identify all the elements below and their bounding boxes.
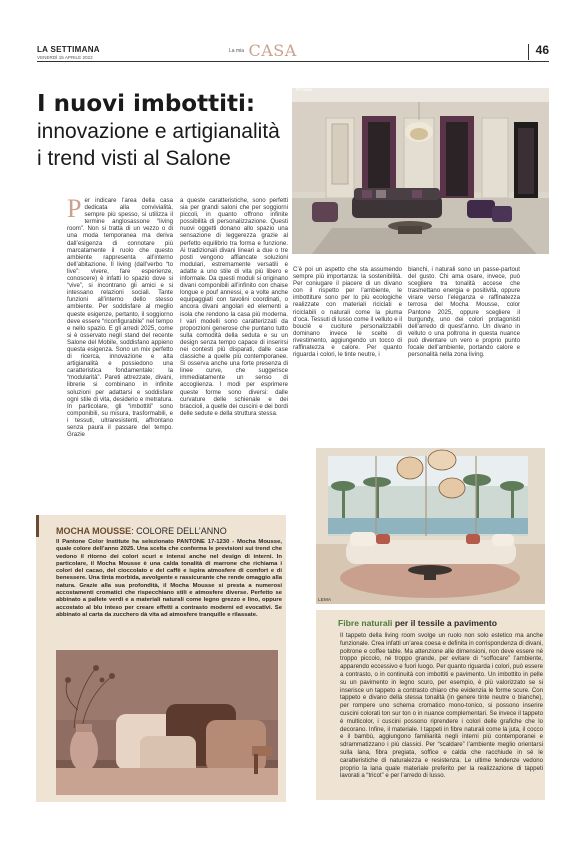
header-divider	[528, 44, 529, 60]
box-accent-bar	[36, 515, 39, 537]
article-column-2	[180, 197, 288, 417]
publication-name: LA SETTIMANA	[37, 45, 100, 54]
article-title	[37, 91, 292, 172]
header-rule	[37, 61, 549, 62]
article-column-1	[67, 194, 173, 439]
section-logo	[229, 41, 297, 59]
article-column-3	[293, 266, 402, 358]
living-room-photo-classic	[292, 88, 549, 254]
column-1-text: er indicare l’area della casa dedicata alla convivialità, sempre più spesso, si utilizza il termine anglosassone “living room”. Non si tratta di un vezzo o di una moda temporanea ma deriva dall’esigenza di connotare più marcatamente il ruolo che questo ambiente rappresenta all’interno dell’abitazione. Il living (dall’verbo “to live”: vivere, fare esperienze, conoscere) è infatti lo spazio dove si “vive”, si incontrano gli amici e si intessano relazioni sociali. Tante funzioni all’interno dello stesso ambiente. Per soddisfare al meglio queste esigenze, pertanto, il soggiorno deve essere “riconfigurabile” nel tempo e nello spazio. E gli arredi 2025, come si è osservato negli stand del recente Salone del Mobile, soddisfano appieno questa esigenza. Sono un mix perfetto di ricerca, innovazione e alta artigianalità e possiedono una caratteristica fondamentale: la “modularità”. Pareti attrezzate, divani, librerie si combinano in infinite soluzioni per adattarsi e soddisfare ogni stile di vita, desiderio e metratura. In particolare, gli “imbottiti” sono componibili, su misura, trasformabili, e i tessuti, ultraresistenti, affrontano senza paura il passare del tempo. Grazie	[67, 197, 173, 439]
page-header	[37, 42, 549, 62]
publication-date: VENERDÌ 15 APRILE 2022	[37, 55, 93, 60]
fibre-heading-rest: per il tessile a pavimento	[392, 618, 498, 628]
article-column-4	[408, 266, 520, 358]
title-main: I nuovi imbottiti:	[37, 91, 256, 117]
living-room-photo-modern	[316, 448, 545, 604]
mocha-heading-rest: : COLORE DELL’ANNO	[131, 526, 227, 536]
photo2-credit: LEMA	[318, 598, 332, 603]
title-line-2: innovazione e artigianalità	[37, 120, 280, 143]
mocha-cushions-illustration	[56, 650, 278, 795]
fibre-heading-bold: Fibre naturali	[338, 618, 393, 628]
fibre-box-heading	[338, 618, 497, 628]
title-line-3: i trend visti al Salone	[37, 147, 231, 170]
photo1-credit: Provasi	[296, 88, 312, 93]
section-prefix: La mia	[229, 48, 245, 54]
mocha-box-body: Il Pantone Color Institute ha selezionato PANTONE 17-1230 - Mocha Mousse, quale colore dell’anno 2025. Una scelta che conferma le previsioni sui trend che vedono il ritorno dei colori scuri e intensi anche nel design di interni. In particolare, il Mocha Mousse è una calda tonalità di marrone che richiama i colori del cacao, del cioccolato e del caffè e ispira atmosfere di comfort e di benessere. Una tinta morbida, avvolgente e rassicurante che rende omaggio alla natura. Grazie alla sua profondità, il Mocha Mousse si presta a numerosi accostamenti cromatici che rispecchiano stili e atmosfere diverse. Perfetto se abbinato a pallete verdi e a materiali naturali come legno grezzo e lino, oppure accostato al blu inteso per creare effetti a contrasto moderni ed evocativi. Se abbinato al carta da zucchero dà vita ad atmosfere tranquille e rilassate.	[56, 539, 282, 618]
column-2-text: a queste caratteristiche, sono perfetti sia per grandi saloni che per soggiorni piccoli, in quanto offrono infinite possibilità di personalizzazione. Questi nuovi oggetti donano allo spazio una sensazione di leggerezza grazie al perfetto equilibrio tra forma e funzione. Ai tradizionali divani lineari a due o tre posti vengono affiancate soluzioni modulari, estremamente versatili e adatte a uno stile di vita più libero e informale. Da questi moduli si originano divani componibili all’infinito con chaise longue e pouf annessi, e a volte anche equipaggiati con tavolini coordinati, o ancora divani angolari ed elementi a isola che rendono la casa più moderna. I vari modelli sono caratterizzati da proporzioni generose che puntano tutto sulla comodità della seduta e su un design senza tempo capace di inserirsi nei contesti più disparati, dalle case classiche a quelle più contemporanee. Si osserva anche una forte presenza di linee curve, che suggerisce immediatamente un senso di accoglienza. I modi per esprimere queste forme sono diversi: dalle curvature delle schienale e dei braccioli, a quelle dei cuscini e dei bordi delle sedute e della struttura stessa.	[180, 197, 288, 417]
mocha-photo	[56, 650, 278, 795]
column-3-text: C’è poi un aspetto che sta assumendo sempre più importanza: la sostenibilità. Per coniugare il piacere di un divano con il rispetto per l’ambiente, le imbottiture sono per lo più ecologiche realizzate con materiali riciclati e riciclabili o naturali come la piuma d’oca. Tessuti di lusso come il velluto e il bouclé e cuciture personalizzabili dominano invece le scelte di rivestimento, aggiungendo un tocco di raffinatezza e calore. Per quanto riguarda i colori, le tinte neutre, i	[293, 266, 402, 359]
section-name: CASA	[248, 41, 297, 60]
fibre-box-body: Il tappeto della living room svolge un ruolo non solo estetico ma anche funzionale. Crea infatti un’area coesa e definita in corrispondenza di divani, poltrone e coffee table. Ma attenzione alle dimensioni, non deve essere né troppo piccolo, né troppo grande, per evitare di “soffocare” l’ambiente, apparendo eccessivo e fuori luogo. Per quanto riguarda i colori, può essere a contrasto, o in continuità con imbottiti e pavimento. Un imbottito in pelle su un pavimento in legno scuro, per esempio, è più valorizzato se si inserisce un tappeto a contrasto chiaro che evidenzia le forme scure. Con tappeto e divano della stessa tonalità (in genere tinte neutre o bianche), per rompere uno schema cromatico mono-tonico, si possono inserire cuscini colorati ton sur ton o in nuance complementari. Se invece il tappeto è multicolor, i cuscini possono riprendere i colori delle grafiche che lo decorano. Infine, il materiale. I tappeti in fibre naturali come la juta, il cocco e il bambù, aggiungono familiarità negli interni più contemporanei e sdrammatizzano i più classici. Per “scaldare” l’ambiente meglio orientarsi sulla lana, fibra pregiata, soffice e calda che racchiude in sé le caratteristiche di naturalezza e resistenza. Le ultime tendenze vedono proprio la lana quale materiale preferito per la realizzazione di tappeti lavorati a “tricot” e per l’arredo di lusso.	[340, 632, 543, 780]
page-number: 46	[535, 43, 549, 57]
classic-interior-illustration	[292, 88, 549, 254]
dropcap-letter: P	[67, 194, 82, 223]
mocha-box-heading	[56, 526, 227, 536]
mocha-mousse-box	[36, 515, 286, 802]
mocha-heading-bold: MOCHA MOUSSE	[56, 526, 132, 536]
column-4-text: bianchi, i naturali sono un passe-partout del gusto. Chi ama osare, invece, può scegliere tra tonalità accese che trasmettano energia e positività, oppure virare verso l’eleganza e raffinatezza terrosa del Mocha Mousse, color Pantone 2025, oppure scegliere il burgundy, uno dei colori protagonisti dell’arredo di quest’anno. Un divano in velluto o una poltrona in questa nuance può diventare un vero e proprio punto focale dell’ambiente, portando calore e personalità nella zona living.	[408, 266, 520, 359]
modern-interior-illustration	[316, 448, 545, 604]
